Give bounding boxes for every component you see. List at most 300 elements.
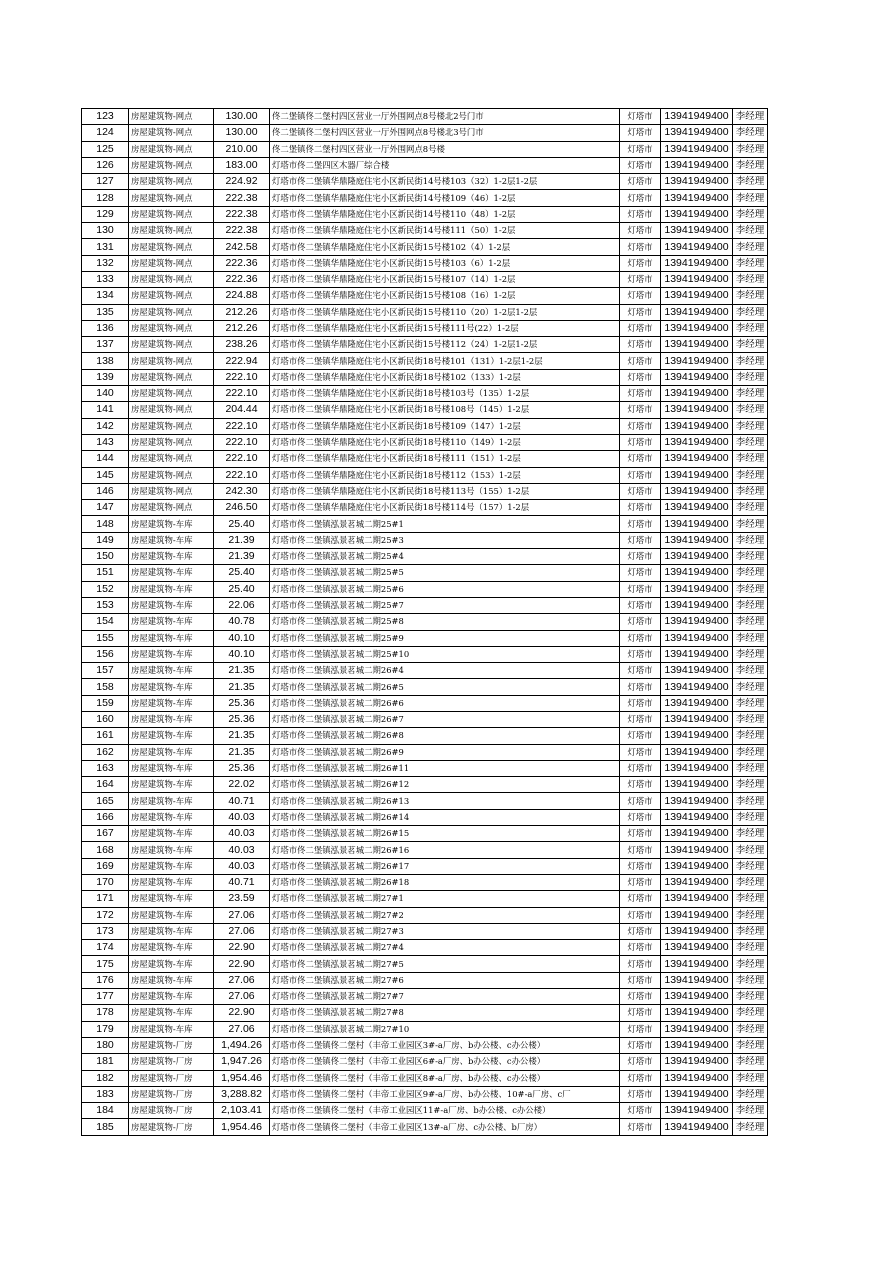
city: 灯塔市 — [620, 646, 661, 662]
property-type: 房屋建筑物-网点 — [129, 109, 214, 125]
city: 灯塔市 — [620, 663, 661, 679]
row-number: 152 — [82, 581, 129, 597]
contact-person: 李经理 — [733, 581, 768, 597]
area-value: 210.00 — [214, 141, 270, 157]
row-number: 133 — [82, 271, 129, 287]
city: 灯塔市 — [620, 320, 661, 336]
table-row — [82, 483, 768, 499]
city: 灯塔市 — [620, 728, 661, 744]
contact-phone: 13941949400 — [661, 353, 733, 369]
property-address: 灯塔市佟二堡镇华鼎隆庭住宅小区新民街15号楼108（16）1-2层 — [270, 288, 620, 304]
property-type: 房屋建筑物-网点 — [129, 206, 214, 222]
table-row — [82, 516, 768, 532]
row-number: 178 — [82, 1005, 129, 1021]
property-type: 房屋建筑物-车库 — [129, 826, 214, 842]
contact-person: 李经理 — [733, 223, 768, 239]
contact-person: 李经理 — [733, 711, 768, 727]
city: 灯塔市 — [620, 386, 661, 402]
area-value: 22.90 — [214, 940, 270, 956]
contact-person: 李经理 — [733, 206, 768, 222]
contact-phone: 13941949400 — [661, 956, 733, 972]
contact-phone: 13941949400 — [661, 1005, 733, 1021]
table-row — [82, 369, 768, 385]
area-value: 130.00 — [214, 125, 270, 141]
contact-person: 李经理 — [733, 989, 768, 1005]
city: 灯塔市 — [620, 793, 661, 809]
property-address: 灯塔市佟二堡镇华鼎隆庭住宅小区新民街18号楼112（153）1-2层 — [270, 467, 620, 483]
contact-phone: 13941949400 — [661, 581, 733, 597]
table-row — [82, 549, 768, 565]
city: 灯塔市 — [620, 630, 661, 646]
property-address: 灯塔市佟二堡镇华鼎隆庭住宅小区新民街18号楼110（149）1-2层 — [270, 434, 620, 450]
property-address: 灯塔市佟二堡镇华鼎隆庭住宅小区新民街15号楼110（20）1-2层1-2层 — [270, 304, 620, 320]
area-value: 25.40 — [214, 565, 270, 581]
row-number: 176 — [82, 972, 129, 988]
property-address: 灯塔市佟二堡镇华鼎隆庭住宅小区新民街15号楼112（24）1-2层1-2层 — [270, 337, 620, 353]
contact-phone: 13941949400 — [661, 711, 733, 727]
contact-person: 李经理 — [733, 353, 768, 369]
row-number: 135 — [82, 304, 129, 320]
contact-person: 李经理 — [733, 337, 768, 353]
table-row — [82, 174, 768, 190]
table-row — [82, 402, 768, 418]
area-value: 27.06 — [214, 907, 270, 923]
area-value: 22.06 — [214, 597, 270, 613]
contact-phone: 13941949400 — [661, 190, 733, 206]
contact-person: 李经理 — [733, 793, 768, 809]
property-address: 灯塔市佟二堡镇泓景茗城二期26#11 — [270, 760, 620, 776]
property-address: 灯塔市佟二堡镇泓景茗城二期27#2 — [270, 907, 620, 923]
property-address: 灯塔市佟二堡镇泓景茗城二期27#5 — [270, 956, 620, 972]
area-value: 222.10 — [214, 386, 270, 402]
area-value: 40.03 — [214, 842, 270, 858]
row-number: 181 — [82, 1054, 129, 1070]
row-number: 149 — [82, 532, 129, 548]
property-address: 灯塔市佟二堡镇泓景茗城二期26#14 — [270, 809, 620, 825]
property-address: 灯塔市佟二堡镇泓景茗城二期25#1 — [270, 516, 620, 532]
property-type: 房屋建筑物-车库 — [129, 956, 214, 972]
area-value: 224.92 — [214, 174, 270, 190]
contact-phone: 13941949400 — [661, 728, 733, 744]
row-number: 159 — [82, 695, 129, 711]
row-number: 136 — [82, 320, 129, 336]
table-row — [82, 793, 768, 809]
row-number: 164 — [82, 777, 129, 793]
contact-person: 李经理 — [733, 614, 768, 630]
area-value: 21.39 — [214, 532, 270, 548]
city: 灯塔市 — [620, 190, 661, 206]
property-address: 灯塔市佟二堡镇华鼎隆庭住宅小区新民街14号楼110（48）1-2层 — [270, 206, 620, 222]
contact-phone: 13941949400 — [661, 288, 733, 304]
contact-phone: 13941949400 — [661, 646, 733, 662]
contact-person: 李经理 — [733, 451, 768, 467]
city: 灯塔市 — [620, 597, 661, 613]
table-row — [82, 141, 768, 157]
property-address: 灯塔市佟二堡镇佟二堡村（丰帝工业园区11#-a厂房、b办公楼、c办公楼） — [270, 1103, 620, 1119]
row-number: 170 — [82, 874, 129, 890]
city: 灯塔市 — [620, 989, 661, 1005]
city: 灯塔市 — [620, 1005, 661, 1021]
row-number: 131 — [82, 239, 129, 255]
area-value: 27.06 — [214, 923, 270, 939]
property-type: 房屋建筑物-车库 — [129, 695, 214, 711]
contact-person: 李经理 — [733, 891, 768, 907]
property-address: 灯塔市佟二堡镇泓景茗城二期25#8 — [270, 614, 620, 630]
contact-phone: 13941949400 — [661, 858, 733, 874]
row-number: 173 — [82, 923, 129, 939]
area-value: 222.38 — [214, 206, 270, 222]
contact-phone: 13941949400 — [661, 174, 733, 190]
contact-person: 李经理 — [733, 760, 768, 776]
contact-person: 李经理 — [733, 923, 768, 939]
row-number: 158 — [82, 679, 129, 695]
property-type: 房屋建筑物-车库 — [129, 532, 214, 548]
contact-person: 李经理 — [733, 271, 768, 287]
contact-person: 李经理 — [733, 728, 768, 744]
contact-phone: 13941949400 — [661, 874, 733, 890]
contact-phone: 13941949400 — [661, 337, 733, 353]
contact-phone: 13941949400 — [661, 304, 733, 320]
table-row — [82, 434, 768, 450]
row-number: 150 — [82, 549, 129, 565]
row-number: 128 — [82, 190, 129, 206]
property-type: 房屋建筑物-网点 — [129, 239, 214, 255]
property-type: 房屋建筑物-网点 — [129, 337, 214, 353]
row-number: 153 — [82, 597, 129, 613]
city: 灯塔市 — [620, 1086, 661, 1102]
row-number: 129 — [82, 206, 129, 222]
row-number: 132 — [82, 255, 129, 271]
city: 灯塔市 — [620, 516, 661, 532]
area-value: 1,954.46 — [214, 1119, 270, 1135]
table-row — [82, 646, 768, 662]
property-address: 灯塔市佟二堡镇泓景茗城二期27#4 — [270, 940, 620, 956]
property-type: 房屋建筑物-车库 — [129, 581, 214, 597]
area-value: 204.44 — [214, 402, 270, 418]
table-row — [82, 663, 768, 679]
contact-phone: 13941949400 — [661, 597, 733, 613]
row-number: 155 — [82, 630, 129, 646]
property-type: 房屋建筑物-车库 — [129, 630, 214, 646]
property-address: 灯塔市佟二堡镇泓景茗城二期27#6 — [270, 972, 620, 988]
table-row — [82, 386, 768, 402]
contact-person: 李经理 — [733, 663, 768, 679]
contact-phone: 13941949400 — [661, 1054, 733, 1070]
row-number: 147 — [82, 500, 129, 516]
table-row — [82, 125, 768, 141]
contact-person: 李经理 — [733, 826, 768, 842]
area-value: 212.26 — [214, 304, 270, 320]
contact-phone: 13941949400 — [661, 891, 733, 907]
contact-person: 李经理 — [733, 467, 768, 483]
property-address: 灯塔市佟二堡四区木器厂综合楼 — [270, 157, 620, 173]
property-address: 灯塔市佟二堡镇泓景茗城二期26#12 — [270, 777, 620, 793]
contact-phone: 13941949400 — [661, 630, 733, 646]
area-value: 21.39 — [214, 549, 270, 565]
area-value: 238.26 — [214, 337, 270, 353]
contact-person: 李经理 — [733, 597, 768, 613]
city: 灯塔市 — [620, 418, 661, 434]
contact-phone: 13941949400 — [661, 320, 733, 336]
city: 灯塔市 — [620, 907, 661, 923]
table-row — [82, 418, 768, 434]
city: 灯塔市 — [620, 614, 661, 630]
property-type: 房屋建筑物-厂房 — [129, 1119, 214, 1135]
contact-phone: 13941949400 — [661, 679, 733, 695]
table-row — [82, 1070, 768, 1086]
contact-phone: 13941949400 — [661, 663, 733, 679]
property-type: 房屋建筑物-网点 — [129, 418, 214, 434]
property-type: 房屋建筑物-网点 — [129, 402, 214, 418]
property-address: 灯塔市佟二堡镇佟二堡村（丰帝工业园区3#-a厂房、b办公楼、c办公楼） — [270, 1037, 620, 1053]
property-address: 灯塔市佟二堡镇华鼎隆庭住宅小区新民街14号楼111（50）1-2层 — [270, 223, 620, 239]
contact-person: 李经理 — [733, 288, 768, 304]
city: 灯塔市 — [620, 565, 661, 581]
contact-person: 李经理 — [733, 1119, 768, 1135]
area-value: 22.90 — [214, 1005, 270, 1021]
property-type: 房屋建筑物-厂房 — [129, 1037, 214, 1053]
city: 灯塔市 — [620, 874, 661, 890]
area-value: 21.35 — [214, 728, 270, 744]
table-row — [82, 614, 768, 630]
area-value: 40.03 — [214, 826, 270, 842]
property-type: 房屋建筑物-车库 — [129, 1021, 214, 1037]
contact-phone: 13941949400 — [661, 549, 733, 565]
area-value: 242.58 — [214, 239, 270, 255]
area-value: 40.78 — [214, 614, 270, 630]
property-address: 灯塔市佟二堡镇华鼎隆庭住宅小区新民街15号楼111号(22）1-2层 — [270, 320, 620, 336]
contact-person: 李经理 — [733, 369, 768, 385]
property-address: 灯塔市佟二堡镇华鼎隆庭住宅小区新民街18号楼111（151）1-2层 — [270, 451, 620, 467]
property-address: 佟二堡镇佟二堡村四区营业一厅外围网点8号楼北3号门市 — [270, 125, 620, 141]
contact-person: 李经理 — [733, 679, 768, 695]
table-row — [82, 255, 768, 271]
property-type: 房屋建筑物-车库 — [129, 549, 214, 565]
city: 灯塔市 — [620, 532, 661, 548]
area-value: 40.10 — [214, 630, 270, 646]
area-value: 183.00 — [214, 157, 270, 173]
row-number: 124 — [82, 125, 129, 141]
area-value: 3,288.82 — [214, 1086, 270, 1102]
row-number: 141 — [82, 402, 129, 418]
contact-person: 李经理 — [733, 907, 768, 923]
row-number: 157 — [82, 663, 129, 679]
property-type: 房屋建筑物-网点 — [129, 125, 214, 141]
area-value: 40.03 — [214, 809, 270, 825]
property-address: 灯塔市佟二堡镇泓景茗城二期26#4 — [270, 663, 620, 679]
city: 灯塔市 — [620, 826, 661, 842]
property-address: 灯塔市佟二堡镇泓景茗城二期25#9 — [270, 630, 620, 646]
contact-person: 李经理 — [733, 418, 768, 434]
contact-phone: 13941949400 — [661, 500, 733, 516]
row-number: 183 — [82, 1086, 129, 1102]
property-address: 灯塔市佟二堡镇华鼎隆庭住宅小区新民街15号楼103（6）1-2层 — [270, 255, 620, 271]
city: 灯塔市 — [620, 125, 661, 141]
city: 灯塔市 — [620, 402, 661, 418]
property-address: 灯塔市佟二堡镇华鼎隆庭住宅小区新民街18号楼101（131）1-2层1-2层 — [270, 353, 620, 369]
property-address: 灯塔市佟二堡镇华鼎隆庭住宅小区新民街18号楼109（147）1-2层 — [270, 418, 620, 434]
table-row — [82, 842, 768, 858]
table-row — [82, 597, 768, 613]
property-type: 房屋建筑物-车库 — [129, 516, 214, 532]
property-type: 房屋建筑物-厂房 — [129, 1054, 214, 1070]
contact-phone: 13941949400 — [661, 434, 733, 450]
property-address: 灯塔市佟二堡镇泓景茗城二期26#17 — [270, 858, 620, 874]
city: 灯塔市 — [620, 174, 661, 190]
property-type: 房屋建筑物-车库 — [129, 972, 214, 988]
contact-person: 李经理 — [733, 402, 768, 418]
contact-phone: 13941949400 — [661, 923, 733, 939]
area-value: 25.40 — [214, 581, 270, 597]
city: 灯塔市 — [620, 842, 661, 858]
city: 灯塔市 — [620, 467, 661, 483]
city: 灯塔市 — [620, 288, 661, 304]
table-row — [82, 353, 768, 369]
property-type: 房屋建筑物-车库 — [129, 1005, 214, 1021]
area-value: 21.35 — [214, 663, 270, 679]
property-type: 房屋建筑物-网点 — [129, 288, 214, 304]
contact-phone: 13941949400 — [661, 402, 733, 418]
table-row — [82, 109, 768, 125]
table-row — [82, 500, 768, 516]
table-row — [82, 320, 768, 336]
property-type: 房屋建筑物-车库 — [129, 679, 214, 695]
row-number: 126 — [82, 157, 129, 173]
table-row — [82, 223, 768, 239]
city: 灯塔市 — [620, 1037, 661, 1053]
area-value: 242.30 — [214, 483, 270, 499]
table-row — [82, 451, 768, 467]
property-type: 房屋建筑物-网点 — [129, 451, 214, 467]
property-address: 佟二堡镇佟二堡村四区营业一厅外围网点8号楼北2号门市 — [270, 109, 620, 125]
row-number: 154 — [82, 614, 129, 630]
property-type: 房屋建筑物-车库 — [129, 663, 214, 679]
table-row — [82, 809, 768, 825]
contact-person: 李经理 — [733, 532, 768, 548]
table-row — [82, 157, 768, 173]
contact-phone: 13941949400 — [661, 125, 733, 141]
contact-person: 李经理 — [733, 549, 768, 565]
city: 灯塔市 — [620, 1119, 661, 1135]
contact-phone: 13941949400 — [661, 109, 733, 125]
row-number: 163 — [82, 760, 129, 776]
contact-phone: 13941949400 — [661, 1103, 733, 1119]
area-value: 23.59 — [214, 891, 270, 907]
city: 灯塔市 — [620, 940, 661, 956]
property-type: 房屋建筑物-网点 — [129, 271, 214, 287]
table-row — [82, 1037, 768, 1053]
contact-phone: 13941949400 — [661, 793, 733, 809]
area-value: 2,103.41 — [214, 1103, 270, 1119]
contact-person: 李经理 — [733, 386, 768, 402]
table-row — [82, 288, 768, 304]
contact-person: 李经理 — [733, 1021, 768, 1037]
area-value: 40.10 — [214, 646, 270, 662]
city: 灯塔市 — [620, 223, 661, 239]
contact-person: 李经理 — [733, 109, 768, 125]
contact-phone: 13941949400 — [661, 516, 733, 532]
row-number: 168 — [82, 842, 129, 858]
property-address: 灯塔市佟二堡镇佟二堡村（丰帝工业园区8#-a厂房、b办公楼、c办公楼） — [270, 1070, 620, 1086]
property-type: 房屋建筑物-网点 — [129, 386, 214, 402]
row-number: 146 — [82, 483, 129, 499]
row-number: 160 — [82, 711, 129, 727]
property-address: 灯塔市佟二堡镇华鼎隆庭住宅小区新民街14号楼103（32）1-2层1-2层 — [270, 174, 620, 190]
city: 灯塔市 — [620, 206, 661, 222]
property-type: 房屋建筑物-车库 — [129, 858, 214, 874]
contact-phone: 13941949400 — [661, 760, 733, 776]
city: 灯塔市 — [620, 1054, 661, 1070]
contact-person: 李经理 — [733, 157, 768, 173]
property-address: 灯塔市佟二堡镇华鼎隆庭住宅小区新民街15号楼102（4）1-2层 — [270, 239, 620, 255]
property-address: 灯塔市佟二堡镇华鼎隆庭住宅小区新民街18号楼113号（155）1-2层 — [270, 483, 620, 499]
contact-phone: 13941949400 — [661, 972, 733, 988]
contact-person: 李经理 — [733, 1070, 768, 1086]
city: 灯塔市 — [620, 353, 661, 369]
table-row — [82, 858, 768, 874]
property-type: 房屋建筑物-车库 — [129, 793, 214, 809]
contact-person: 李经理 — [733, 483, 768, 499]
area-value: 27.06 — [214, 989, 270, 1005]
property-type: 房屋建筑物-网点 — [129, 483, 214, 499]
contact-person: 李经理 — [733, 630, 768, 646]
area-value: 40.03 — [214, 858, 270, 874]
area-value: 246.50 — [214, 500, 270, 516]
area-value: 27.06 — [214, 1021, 270, 1037]
area-value: 222.10 — [214, 369, 270, 385]
city: 灯塔市 — [620, 581, 661, 597]
property-table — [81, 108, 768, 1136]
contact-phone: 13941949400 — [661, 271, 733, 287]
contact-phone: 13941949400 — [661, 141, 733, 157]
city: 灯塔市 — [620, 304, 661, 320]
area-value: 25.36 — [214, 760, 270, 776]
contact-phone: 13941949400 — [661, 826, 733, 842]
row-number: 142 — [82, 418, 129, 434]
city: 灯塔市 — [620, 157, 661, 173]
property-type: 房屋建筑物-厂房 — [129, 1103, 214, 1119]
city: 灯塔市 — [620, 451, 661, 467]
contact-phone: 13941949400 — [661, 223, 733, 239]
property-address: 灯塔市佟二堡镇佟二堡村（丰帝工业园区13#-a厂房、c办公楼、b厂房） — [270, 1119, 620, 1135]
contact-phone: 13941949400 — [661, 777, 733, 793]
contact-phone: 13941949400 — [661, 239, 733, 255]
property-type: 房屋建筑物-网点 — [129, 467, 214, 483]
property-address: 灯塔市佟二堡镇泓景茗城二期25#4 — [270, 549, 620, 565]
property-address: 灯塔市佟二堡镇泓景茗城二期25#5 — [270, 565, 620, 581]
property-type: 房屋建筑物-车库 — [129, 907, 214, 923]
contact-person: 李经理 — [733, 809, 768, 825]
city: 灯塔市 — [620, 744, 661, 760]
area-value: 21.35 — [214, 744, 270, 760]
row-number: 156 — [82, 646, 129, 662]
property-address: 灯塔市佟二堡镇泓景茗城二期25#3 — [270, 532, 620, 548]
contact-phone: 13941949400 — [661, 1119, 733, 1135]
property-address: 灯塔市佟二堡镇泓景茗城二期27#8 — [270, 1005, 620, 1021]
city: 灯塔市 — [620, 858, 661, 874]
property-address: 灯塔市佟二堡镇华鼎隆庭住宅小区新民街18号楼102（133）1-2层 — [270, 369, 620, 385]
property-type: 房屋建筑物-厂房 — [129, 1086, 214, 1102]
contact-person: 李经理 — [733, 858, 768, 874]
row-number: 127 — [82, 174, 129, 190]
contact-phone: 13941949400 — [661, 386, 733, 402]
property-type: 房屋建筑物-网点 — [129, 304, 214, 320]
area-value: 222.10 — [214, 451, 270, 467]
table-row — [82, 630, 768, 646]
city: 灯塔市 — [620, 1103, 661, 1119]
property-address: 灯塔市佟二堡镇泓景茗城二期26#7 — [270, 711, 620, 727]
table-row — [82, 1005, 768, 1021]
